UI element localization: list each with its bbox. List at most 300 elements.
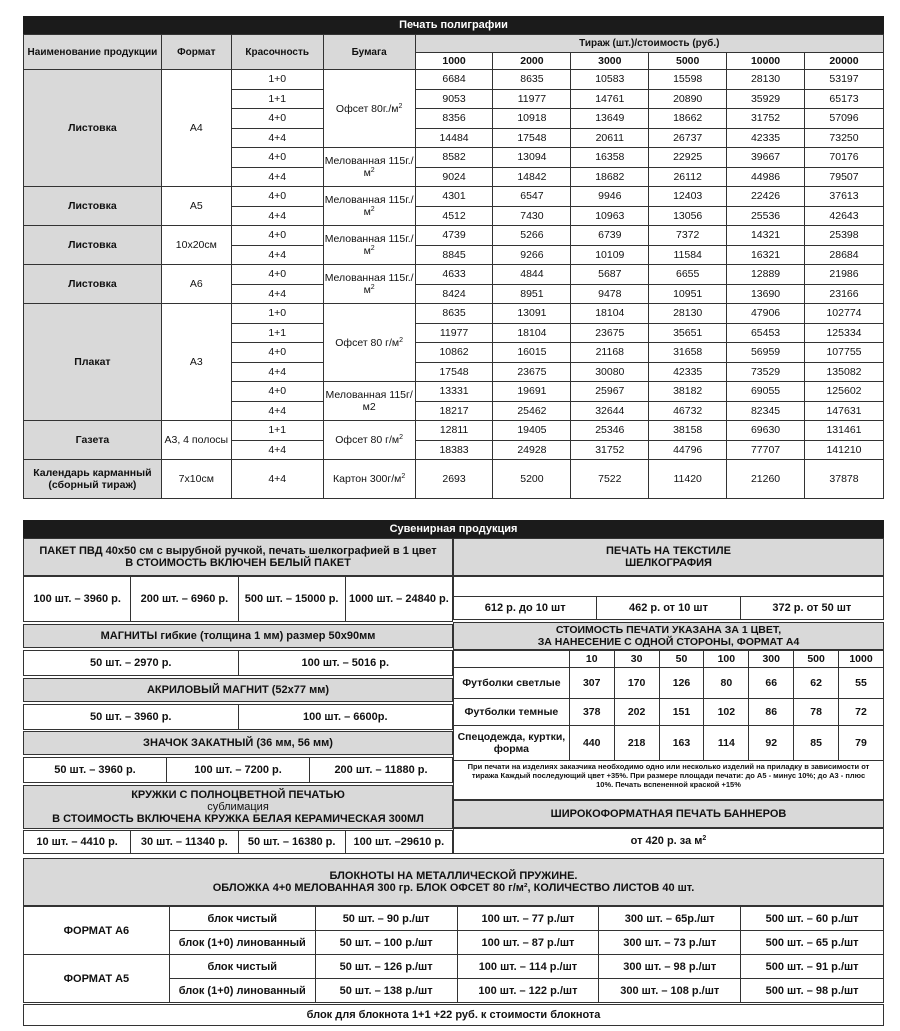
price-cell: 22426 xyxy=(727,187,805,207)
price-cell: 135082 xyxy=(804,362,883,382)
price-cell: 16321 xyxy=(727,245,805,265)
color-cell: 4+4 xyxy=(231,401,323,421)
price-cell: 8356 xyxy=(415,109,493,129)
price-cell: 125334 xyxy=(804,323,883,343)
color-cell: 4+4 xyxy=(231,128,323,148)
tshirt-qty: 100 xyxy=(704,651,749,668)
price-cell: 18383 xyxy=(415,440,493,460)
banners-price xyxy=(453,828,884,854)
tshirt-qty: 30 xyxy=(614,651,659,668)
product-format: 7х10см xyxy=(161,460,231,499)
tshirt-item: Футболки светлые xyxy=(454,668,570,699)
table-row xyxy=(24,265,884,285)
price-cell: 300 шт. – 73 р./шт xyxy=(599,931,741,955)
price-cell: 53197 xyxy=(804,70,883,90)
price-cell: 11584 xyxy=(649,245,727,265)
notebook-type: блок чистый xyxy=(169,955,315,979)
paper-text: Мелованная 115г./м xyxy=(324,272,414,296)
price-cell: 500 шт. – 15000 р. xyxy=(239,577,346,621)
price-cell: 4844 xyxy=(493,265,571,285)
print-header-row xyxy=(24,35,884,53)
tshirt-title-line1: СТОИМОСТЬ ПЕЧАТИ УКАЗАНА ЗА 1 ЦВЕТ, xyxy=(555,624,782,636)
table-row xyxy=(454,699,884,726)
price-cell: 79 xyxy=(839,726,884,761)
product-name: Календарь карманный (сборный тираж) xyxy=(24,460,162,499)
textile-title xyxy=(453,538,884,576)
notebook-format: ФОРМАТ А6 xyxy=(24,907,170,955)
color-cell: 4+4 xyxy=(231,284,323,304)
price-cell: 9478 xyxy=(571,284,649,304)
notebook-type: блок чистый xyxy=(169,907,315,931)
magnets-prices xyxy=(23,650,453,676)
price-cell: 18104 xyxy=(493,323,571,343)
notebook-type: блок (1+0) линованный xyxy=(169,931,315,955)
price-cell: 378 xyxy=(569,699,614,726)
price-cell: 73250 xyxy=(804,128,883,148)
price-cell: 8635 xyxy=(493,70,571,90)
quantity-header: 20000 xyxy=(804,53,883,70)
color-cell: 1+1 xyxy=(231,89,323,109)
price-cell: 31752 xyxy=(727,109,805,129)
packet-title-line1: ПАКЕТ ПВД 40х50 см с вырубной ручкой, печать шелкографией в 1 цвет xyxy=(39,545,437,557)
price-cell: 11420 xyxy=(649,460,727,499)
price-cell: 39667 xyxy=(727,148,805,168)
price-cell: 28130 xyxy=(649,304,727,324)
mugs-title-line3: В СТОИМОСТЬ ВКЛЮЧЕНА КРУЖКА БЕЛАЯ КЕРАМИЧЕСКАЯ 300МЛ xyxy=(52,813,424,825)
price-cell: 50 шт. – 100 р./шт xyxy=(315,931,457,955)
color-cell: 1+0 xyxy=(231,70,323,90)
price-cell: 23166 xyxy=(804,284,883,304)
price-cell: 100 шт. – 114 р./шт xyxy=(457,955,599,979)
price-cell: 35929 xyxy=(727,89,805,109)
price-cell: 20890 xyxy=(649,89,727,109)
paper-text: Офсет 80г./м xyxy=(335,102,399,115)
price-cell: 163 xyxy=(659,726,704,761)
price-cell: 42335 xyxy=(727,128,805,148)
color-cell: 4+4 xyxy=(231,460,323,499)
price-cell: 500 шт. – 98 р./шт xyxy=(741,979,884,1003)
paper-cell xyxy=(323,265,415,304)
price-cell: 23675 xyxy=(571,323,649,343)
table-row xyxy=(24,226,884,246)
price-cell: 6684 xyxy=(415,70,493,90)
price-cell: 18662 xyxy=(649,109,727,129)
color-cell: 4+0 xyxy=(231,265,323,285)
tshirt-qty: 50 xyxy=(659,651,704,668)
notebook-format: ФОРМАТ А5 xyxy=(24,955,170,1003)
quantity-header: 10000 xyxy=(727,53,805,70)
price-cell: 4633 xyxy=(415,265,493,285)
price-cell: 102774 xyxy=(804,304,883,324)
paper-text: Офсет 80 г/м xyxy=(335,434,400,446)
product-format: 10х20см xyxy=(161,226,231,265)
price-cell: 5266 xyxy=(493,226,571,246)
paper-sup: 2 xyxy=(370,206,375,213)
price-cell: 10109 xyxy=(571,245,649,265)
paper-text: Картон 300г/м xyxy=(333,473,402,485)
color-cell: 4+0 xyxy=(231,109,323,129)
paper-text: Мелованная 115г./м xyxy=(324,233,414,257)
mugs-title-line2: сублимация xyxy=(207,801,269,813)
price-cell: 307 xyxy=(569,668,614,699)
price-cell: 7522 xyxy=(571,460,649,499)
tshirt-title-line2: ЗА НАНЕСЕНИЕ С ОДНОЙ СТОРОНЫ, ФОРМАТ А4 xyxy=(537,636,800,648)
paper-text: Мелованная 115г./м xyxy=(324,155,414,179)
price-cell: 8424 xyxy=(415,284,493,304)
price-cell: 125602 xyxy=(804,382,883,402)
price-cell: 6655 xyxy=(649,265,727,285)
price-cell: 300 шт. – 65р./шт xyxy=(599,907,741,931)
price-cell: 35651 xyxy=(649,323,727,343)
price-cell: 218 xyxy=(614,726,659,761)
paper-text: Офсет 80 г/м xyxy=(335,336,400,349)
table-row xyxy=(24,70,884,90)
price-cell: 200 шт. – 11880 р. xyxy=(334,764,428,776)
quantity-header: 5000 xyxy=(649,53,727,70)
price-cell: 5687 xyxy=(571,265,649,285)
packet-prices xyxy=(23,576,453,622)
paper-sup: 2 xyxy=(399,336,404,344)
textile-prices xyxy=(453,596,884,620)
price-cell: 500 шт. – 91 р./шт xyxy=(741,955,884,979)
color-cell: 4+4 xyxy=(231,167,323,187)
notebook-type: блок (1+0) линованный xyxy=(169,979,315,1003)
price-cell: 50 шт. – 138 р./шт xyxy=(315,979,457,1003)
price-cell: 66 xyxy=(749,668,794,699)
price-cell: 70176 xyxy=(804,148,883,168)
price-cell: 24928 xyxy=(493,440,571,460)
price-cell: 9946 xyxy=(571,187,649,207)
color-cell: 4+4 xyxy=(231,440,323,460)
price-cell: 19405 xyxy=(493,421,571,441)
paper-cell xyxy=(323,304,415,382)
price-cell: 28684 xyxy=(804,245,883,265)
price-cell: 100 шт. – 3960 р. xyxy=(24,577,131,621)
price-cell: 14842 xyxy=(493,167,571,187)
price-cell: 30 шт. – 11340 р. xyxy=(131,831,238,853)
color-cell: 1+0 xyxy=(231,304,323,324)
notebooks-title xyxy=(23,858,884,906)
price-cell: 102 xyxy=(704,699,749,726)
price-cell: 25346 xyxy=(571,421,649,441)
price-cell: 8582 xyxy=(415,148,493,168)
price-cell: 141210 xyxy=(804,440,883,460)
price-cell: 10583 xyxy=(571,70,649,90)
price-cell: 100 шт. – 122 р./шт xyxy=(457,979,599,1003)
color-cell: 4+4 xyxy=(231,206,323,226)
price-cell: 31752 xyxy=(571,440,649,460)
price-cell: 15598 xyxy=(649,70,727,90)
price-cell: 26737 xyxy=(649,128,727,148)
price-cell: 11977 xyxy=(415,323,493,343)
notebooks-title-line2: ОБЛОЖКА 4+0 МЕЛОВАННАЯ 300 гр. БЛОК ОФСЕТ 80 г/м², КОЛИЧЕСТВО ЛИСТОВ 40 шт. xyxy=(212,882,695,894)
price-cell: 18682 xyxy=(571,167,649,187)
price-cell: 79507 xyxy=(804,167,883,187)
price-cell: 86 xyxy=(749,699,794,726)
price-cell: 10862 xyxy=(415,343,493,363)
paper-sup: 2 xyxy=(370,284,375,291)
price-cell: 38158 xyxy=(649,421,727,441)
price-cell: 100 шт. – 5016 р. xyxy=(301,657,390,669)
price-cell: 200 шт. – 6960 р. xyxy=(131,577,238,621)
paper-cell xyxy=(323,421,415,460)
tshirt-note: При печати на изделиях заказчика необходимо одно или несколько изделий на приладку в зависимости от тиража Каждый последующий цвет +35%. При размере площади печати: до А5 - минус 10%; до А3 - плюс 10%. Печать вспененной краской +15% xyxy=(453,756,884,800)
price-cell: 13091 xyxy=(493,304,571,324)
price-cell: 126 xyxy=(659,668,704,699)
table-row xyxy=(24,421,884,441)
color-cell: 4+4 xyxy=(231,362,323,382)
price-cell: 300 шт. – 108 р./шт xyxy=(599,979,741,1003)
badge-prices xyxy=(23,757,453,783)
price-cell: 44986 xyxy=(727,167,805,187)
price-cell: 50 шт. – 126 р./шт xyxy=(315,955,457,979)
product-name: Листовка xyxy=(24,226,162,265)
price-cell: 4739 xyxy=(415,226,493,246)
price-cell: 100 шт. – 6600р. xyxy=(302,711,388,723)
price-cell: 100 шт. – 87 р./шт xyxy=(457,931,599,955)
price-cell: 19691 xyxy=(493,382,571,402)
product-name: Листовка xyxy=(24,265,162,304)
price-cell: 11977 xyxy=(493,89,571,109)
quantity-header: 3000 xyxy=(571,53,649,70)
magnets-title: МАГНИТЫ гибкие (толщина 1 мм) размер 50х90мм xyxy=(23,624,453,648)
paper-text: Мелованная 115г./м xyxy=(324,194,414,218)
price-cell: 440 xyxy=(569,726,614,761)
textile-title-line2: ШЕЛКОГРАФИЯ xyxy=(625,557,712,569)
price-cell: 44796 xyxy=(649,440,727,460)
price-cell: 147631 xyxy=(804,401,883,421)
price-cell: 69630 xyxy=(727,421,805,441)
notebooks-price-table xyxy=(23,906,884,1003)
price-cell: 21168 xyxy=(571,343,649,363)
header-paper: Бумага xyxy=(323,35,415,70)
price-cell: 300 шт. – 98 р./шт xyxy=(599,955,741,979)
price-cell: 28130 xyxy=(727,70,805,90)
price-cell: 151 xyxy=(659,699,704,726)
banners-price-text: от 420 р. за м xyxy=(630,835,703,847)
price-cell: 6739 xyxy=(571,226,649,246)
price-cell: 10963 xyxy=(571,206,649,226)
price-cell: 73529 xyxy=(727,362,805,382)
print-section-title: Печать полиграфии xyxy=(23,16,884,34)
paper-sup: 2 xyxy=(401,473,406,480)
paper-text: Мелованная 115г/м2 xyxy=(325,389,413,413)
price-cell: 21260 xyxy=(727,460,805,499)
notebooks-footer: блок для блокнота 1+1 +22 руб. к стоимости блокнота xyxy=(23,1004,884,1026)
product-format: А5 xyxy=(161,187,231,226)
mugs-title-line1: КРУЖКИ С ПОЛНОЦВЕТНОЙ ПЕЧАТЬЮ xyxy=(131,789,345,801)
price-cell: 25462 xyxy=(493,401,571,421)
paper-cell xyxy=(323,226,415,265)
paper-sup: 2 xyxy=(398,102,403,110)
tshirt-qty-row xyxy=(454,651,884,668)
tshirt-title xyxy=(453,622,884,650)
notebooks-title-line1: БЛОКНОТЫ НА МЕТАЛЛИЧЕСКОЙ ПРУЖИНЕ. xyxy=(329,870,578,882)
header-format: Формат xyxy=(161,35,231,70)
price-cell: 20611 xyxy=(571,128,649,148)
price-cell: 85 xyxy=(794,726,839,761)
price-cell: 37878 xyxy=(804,460,883,499)
product-name: Листовка xyxy=(24,70,162,187)
price-cell: 37613 xyxy=(804,187,883,207)
price-cell: 202 xyxy=(614,699,659,726)
mugs-title xyxy=(23,785,453,829)
price-cell: 14484 xyxy=(415,128,493,148)
color-cell: 4+0 xyxy=(231,148,323,168)
price-cell: 50 шт. – 90 р./шт xyxy=(315,907,457,931)
price-cell: 50 шт. – 2970 р. xyxy=(24,651,239,675)
tshirt-qty: 1000 xyxy=(839,651,884,668)
price-cell: 82345 xyxy=(727,401,805,421)
product-format: А4 xyxy=(161,70,231,187)
price-cell: 10 шт. – 4410 р. xyxy=(24,831,131,853)
header-color: Красочность xyxy=(231,35,323,70)
price-cell: 13690 xyxy=(727,284,805,304)
price-cell: 8845 xyxy=(415,245,493,265)
mugs-prices xyxy=(23,830,453,854)
price-cell: 13649 xyxy=(571,109,649,129)
price-cell: 100 шт. – 7200 р. xyxy=(167,758,310,782)
price-cell: 9024 xyxy=(415,167,493,187)
price-cell: 57096 xyxy=(804,109,883,129)
price-cell: 7372 xyxy=(649,226,727,246)
souvenir-section-title: Сувенирная продукция xyxy=(23,520,884,538)
paper-cell xyxy=(323,460,415,499)
paper-cell xyxy=(323,187,415,226)
price-cell: 65173 xyxy=(804,89,883,109)
price-cell: 100 шт. –29610 р. xyxy=(353,836,445,848)
color-cell: 4+0 xyxy=(231,187,323,207)
textile-spacer xyxy=(453,576,884,596)
price-cell: 50 шт. – 3960 р. xyxy=(24,705,239,729)
paper-sup: 2 xyxy=(370,167,375,174)
color-cell: 1+1 xyxy=(231,323,323,343)
tshirt-qty: 10 xyxy=(569,651,614,668)
price-cell: 8951 xyxy=(493,284,571,304)
price-cell: 500 шт. – 60 р./шт xyxy=(741,907,884,931)
color-cell: 4+0 xyxy=(231,343,323,363)
price-cell: 55 xyxy=(839,668,884,699)
tshirt-corner xyxy=(454,651,570,668)
price-cell: 22925 xyxy=(649,148,727,168)
price-cell: 25536 xyxy=(727,206,805,226)
price-cell: 25398 xyxy=(804,226,883,246)
header-name: Наименование продукции xyxy=(24,35,162,70)
price-cell: 38182 xyxy=(649,382,727,402)
tshirt-price-table xyxy=(453,650,884,761)
price-cell: 2693 xyxy=(415,460,493,499)
table-row xyxy=(24,955,884,979)
price-cell: 62 xyxy=(794,668,839,699)
badge-title: ЗНАЧОК ЗАКАТНЫЙ (36 мм, 56 мм) xyxy=(23,731,453,755)
price-cell: 31658 xyxy=(649,343,727,363)
price-cell: 17548 xyxy=(415,362,493,382)
price-cell: 13094 xyxy=(493,148,571,168)
price-cell: 30080 xyxy=(571,362,649,382)
price-cell: 13331 xyxy=(415,382,493,402)
color-cell: 4+4 xyxy=(231,245,323,265)
price-cell: 170 xyxy=(614,668,659,699)
price-cell: 10918 xyxy=(493,109,571,129)
price-cell: 372 р. от 50 шт xyxy=(772,602,852,614)
price-cell: 131461 xyxy=(804,421,883,441)
price-cell: 72 xyxy=(839,699,884,726)
quantity-header: 1000 xyxy=(415,53,493,70)
price-cell: 50 шт. – 3960 р. xyxy=(24,758,167,782)
price-cell: 9053 xyxy=(415,89,493,109)
price-cell: 65453 xyxy=(727,323,805,343)
tshirt-qty: 300 xyxy=(749,651,794,668)
table-row xyxy=(24,304,884,324)
price-cell: 12403 xyxy=(649,187,727,207)
color-cell: 4+0 xyxy=(231,382,323,402)
print-price-table xyxy=(23,34,884,499)
price-cell: 42335 xyxy=(649,362,727,382)
price-cell: 1000 шт. – 24840 р. xyxy=(348,593,449,605)
price-cell: 69055 xyxy=(727,382,805,402)
price-cell: 9266 xyxy=(493,245,571,265)
table-row xyxy=(24,460,884,499)
price-cell: 107755 xyxy=(804,343,883,363)
price-cell: 12889 xyxy=(727,265,805,285)
price-cell: 12811 xyxy=(415,421,493,441)
price-cell: 10951 xyxy=(649,284,727,304)
banners-title: ШИРОКОФОРМАТНАЯ ПЕЧАТЬ БАННЕРОВ xyxy=(453,800,884,828)
price-cell: 500 шт. – 65 р./шт xyxy=(741,931,884,955)
price-cell: 92 xyxy=(749,726,794,761)
color-cell: 4+0 xyxy=(231,226,323,246)
banners-price-sup: 2 xyxy=(702,835,707,842)
price-cell: 18104 xyxy=(571,304,649,324)
price-cell: 25967 xyxy=(571,382,649,402)
tshirt-item: Спецодежда, куртки, форма xyxy=(454,726,570,761)
price-cell: 14761 xyxy=(571,89,649,109)
paper-cell xyxy=(323,70,415,148)
paper-sup: 2 xyxy=(399,434,404,441)
price-cell: 612 р. до 10 шт xyxy=(454,597,597,619)
table-row xyxy=(24,907,884,931)
price-cell: 100 шт. – 77 р./шт xyxy=(457,907,599,931)
product-format: А3 xyxy=(161,304,231,421)
packet-title-line2: В СТОИМОСТЬ ВКЛЮЧЕН БЕЛЫЙ ПАКЕТ xyxy=(125,557,351,569)
price-cell: 18217 xyxy=(415,401,493,421)
price-cell: 56959 xyxy=(727,343,805,363)
color-cell: 1+1 xyxy=(231,421,323,441)
quantity-header: 2000 xyxy=(493,53,571,70)
packet-title xyxy=(23,538,453,576)
table-row xyxy=(454,668,884,699)
price-cell: 16358 xyxy=(571,148,649,168)
price-cell: 80 xyxy=(704,668,749,699)
product-name: Листовка xyxy=(24,187,162,226)
product-name: Плакат xyxy=(24,304,162,421)
tshirt-qty: 500 xyxy=(794,651,839,668)
price-cell: 26112 xyxy=(649,167,727,187)
price-cell: 23675 xyxy=(493,362,571,382)
price-cell: 17548 xyxy=(493,128,571,148)
product-format: А6 xyxy=(161,265,231,304)
paper-sup: 2 xyxy=(370,245,375,252)
acrylic-title: АКРИЛОВЫЙ МАГНИТ (52х77 мм) xyxy=(23,678,453,702)
price-cell: 14321 xyxy=(727,226,805,246)
product-name: Газета xyxy=(24,421,162,460)
paper-cell xyxy=(323,148,415,187)
table-row xyxy=(24,187,884,207)
price-cell: 46732 xyxy=(649,401,727,421)
price-cell: 16015 xyxy=(493,343,571,363)
paper-cell xyxy=(323,382,415,421)
price-cell: 4301 xyxy=(415,187,493,207)
